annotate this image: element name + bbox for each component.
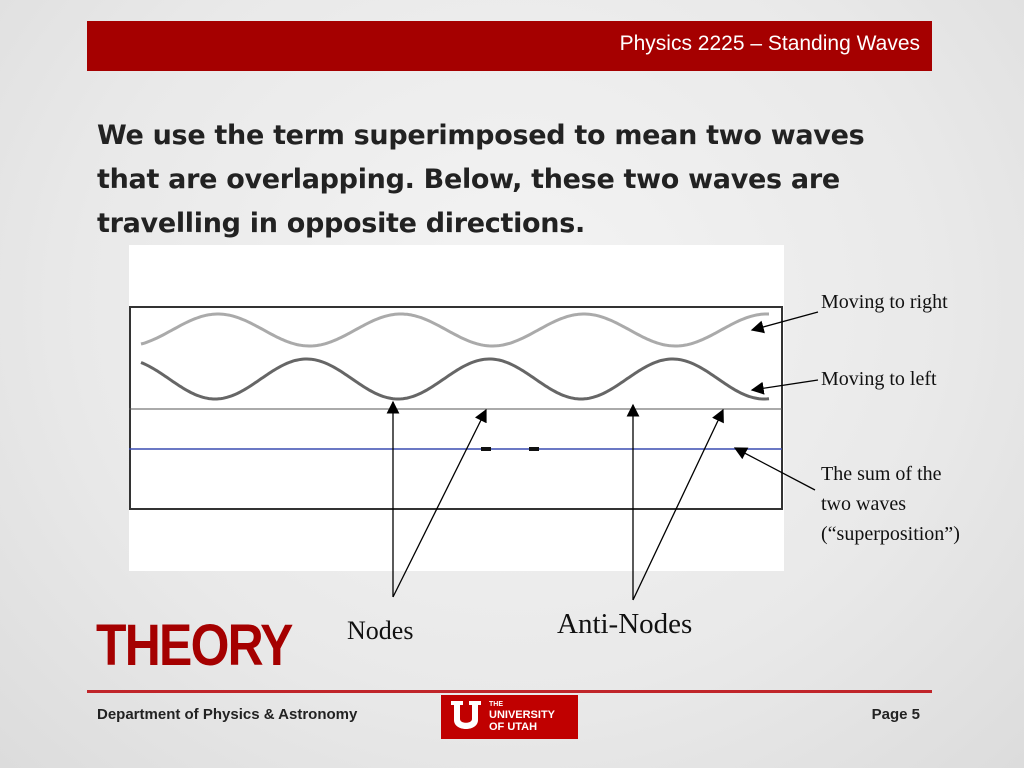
section-title: THEORY [96,613,292,678]
label-nodes: Nodes [347,616,414,645]
label-sum-line: The sum of the [821,463,942,485]
header-title: Physics 2225 – Standing Waves [619,32,920,55]
label-superposition [821,459,960,549]
label-moving-left: Moving to left [821,368,937,390]
arrow-moving-left [752,380,818,390]
arrow-moving-right [752,312,818,330]
footer-divider [87,690,932,693]
footer-page-number: Page 5 [871,706,920,723]
arrow-antinode [633,410,723,600]
label-sum-line: (“superposition”) [821,523,960,545]
arrow-node [393,410,486,597]
arrow-sum [735,448,815,490]
body-paragraph: We use the term superimposed to mean two waves that are overlapping. Below, these two waves are travelling in opposite directions. [97,120,865,239]
label-sum-line: two waves [821,493,906,515]
logo-the: THE [489,701,503,708]
label-moving-right: Moving to right [821,291,948,313]
university-logo [441,695,578,739]
logo-of-utah: OF UTAH [489,721,538,733]
label-anti-nodes: Anti-Nodes [557,608,693,640]
u-block-icon [449,699,483,735]
logo-university: UNIVERSITY [489,709,556,721]
footer-department: Department of Physics & Astronomy [97,706,358,723]
